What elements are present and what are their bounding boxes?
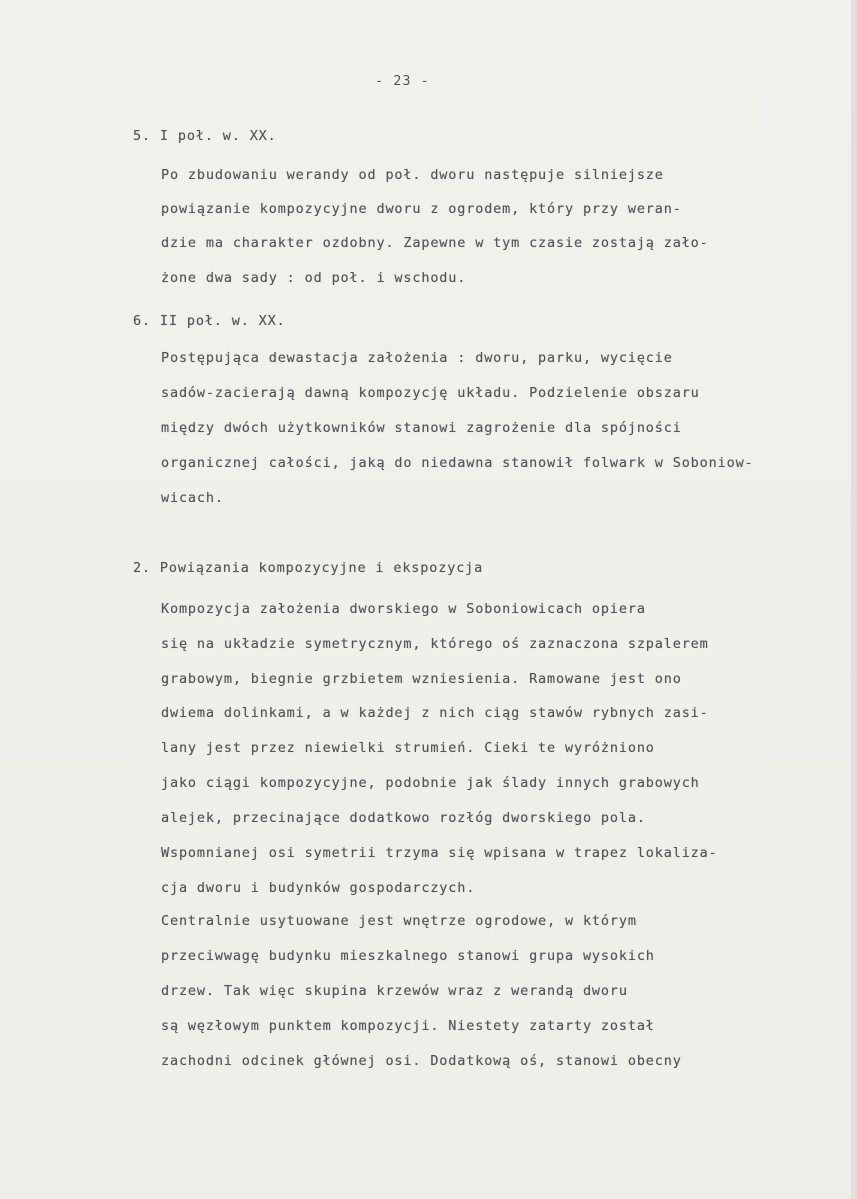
text-line: między dwóch użytkowników stanowi zagrożenie dla spójności [161, 420, 682, 436]
text-line: grabowym, biegnie grzbietem wzniesienia. Ramowane jest ono [161, 671, 682, 687]
text-line: Kompozycja założenia dworskiego w Soboniowicach opiera [161, 601, 646, 617]
text-line: są węzłowym punktem kompozycji. Niestety zatarty został [161, 1018, 655, 1034]
text-line: Wspomnianej osi symetrii trzyma się wpisana w trapez lokaliza- [161, 845, 718, 861]
text-line: powiązanie kompozycyjne dworu z ogrodem, który przy weran- [161, 201, 682, 217]
text-line: się na układzie symetrycznym, którego oś zaznaczona szpalerem [161, 636, 709, 652]
text-line: cja dworu i budynków gospodarczych. [161, 880, 476, 896]
text-line: lany jest przez niewielki strumień. Cieki te wyróżniono [161, 740, 655, 756]
text-line: Postępująca dewastacja założenia : dworu, parku, wycięcie [161, 350, 673, 366]
text-line: alejek, przecinające dodatkowo rozłóg dworskiego pola. [161, 810, 646, 826]
text-line: sadów-zacierają dawną kompozycję układu. Podzielenie obszaru [161, 385, 700, 401]
text-line: dzie ma charakter ozdobny. Zapewne w tym czasie zostają zało- [161, 235, 709, 251]
section-heading: 6. II poł. w. XX. [133, 313, 286, 329]
text-line: żone dwa sady : od poł. i wschodu. [161, 270, 467, 286]
section-heading: 5. I poł. w. XX. [133, 128, 277, 144]
text-line: zachodni odcinek głównej osi. Dodatkową oś, stanowi obecny [161, 1053, 682, 1069]
text-line: przeciwwagę budynku mieszkalnego stanowi grupa wysokich [161, 948, 655, 964]
text-line: Po zbudowaniu werandy od poł. dworu następuje silniejsze [161, 167, 664, 183]
page-number: - 23 - [375, 73, 430, 89]
text-line: jako ciągi kompozycyjne, podobnie jak ślady innych grabowych [161, 775, 700, 791]
text-line: wicach. [161, 490, 224, 506]
text-line: organicznej całości, jaką do niedawna stanowił folwark w Soboniow- [161, 455, 754, 471]
text-line: Centralnie usytuowane jest wnętrze ogrodowe, w którym [161, 913, 637, 929]
section-heading: 2. Powiązania kompozycyjne i ekspozycja [133, 560, 484, 576]
page-edge [851, 0, 857, 1199]
text-line: dwiema dolinkami, a w każdej z nich ciąg stawów rybnych zasi- [161, 705, 709, 721]
text-line: drzew. Tak więc skupina krzewów wraz z werandą dworu [161, 983, 628, 999]
